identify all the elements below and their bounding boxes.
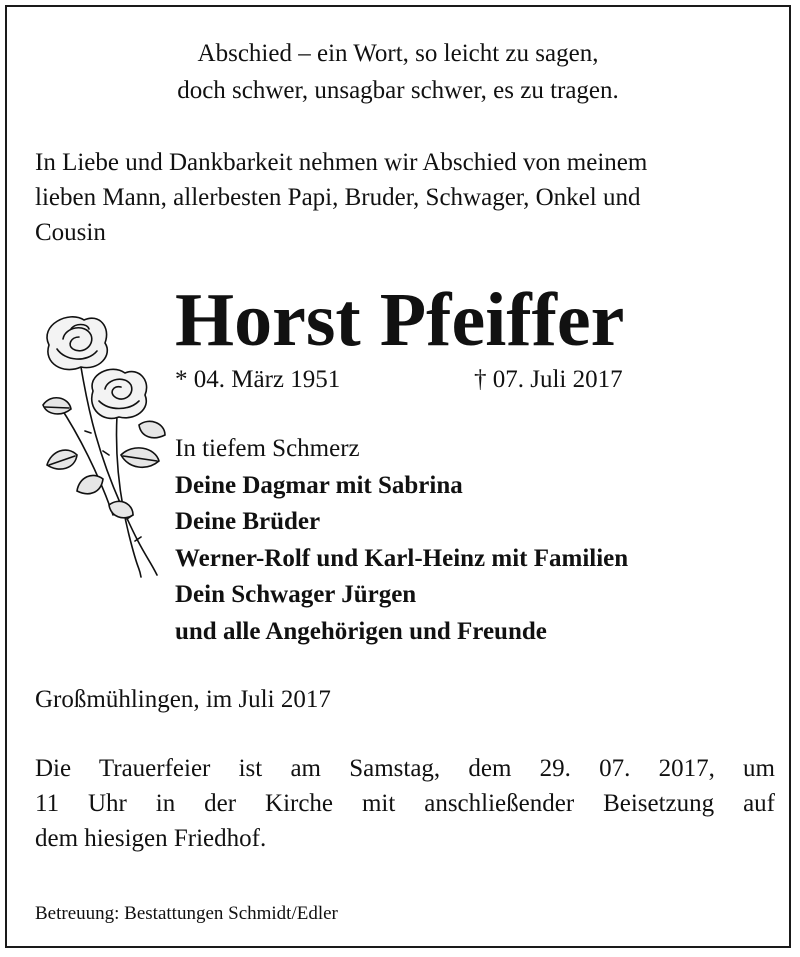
death-date: † 07. Juli 2017: [474, 366, 623, 393]
ceremony-line-1: Die Trauerfeier ist am Samstag, dem 29. 07. 2017, um: [35, 755, 775, 782]
rose-illustration-icon: [29, 305, 169, 585]
mourner-line: Deine Dagmar mit Sabrina: [175, 471, 463, 499]
mourners-intro: In tiefem Schmerz: [175, 435, 360, 462]
ceremony-info: [35, 751, 775, 856]
mourner-line: Werner-Rolf und Karl-Heinz mit Familien: [175, 544, 629, 572]
obituary-notice: [5, 5, 791, 948]
ceremony-line-2: 11 Uhr in der Kirche mit anschließender Beisetzung auf: [35, 790, 775, 817]
birth-date: * 04. März 1951: [175, 366, 341, 393]
mourners-list: [175, 431, 775, 650]
funeral-care-credit: Betreuung: Bestattungen Schmidt/Edler: [35, 903, 338, 924]
mourner-line: und alle Angehörigen und Freunde: [175, 617, 547, 645]
mourner-line: Dein Schwager Jürgen: [175, 581, 417, 608]
verse-line-1: Abschied – ein Wort, so leicht zu sagen,: [197, 40, 599, 67]
deceased-name: Horst Pfeiffer: [175, 278, 625, 362]
place-date: Großmühlingen, im Juli 2017: [35, 686, 331, 713]
verse-line-2: doch schwer, unsagbar schwer, es zu tragen.: [177, 77, 619, 104]
intro-line-2: lieben Mann, allerbesten Papi, Bruder, Schwager, Onkel und: [35, 184, 641, 211]
ceremony-line-3: dem hiesigen Friedhof.: [35, 825, 267, 852]
intro-line-1: In Liebe und Dankbarkeit nehmen wir Abschied von meinem: [35, 149, 648, 176]
intro-text: [35, 145, 775, 250]
intro-line-3: Cousin: [35, 219, 106, 246]
mourner-line: Deine Brüder: [175, 508, 321, 535]
verse: [7, 35, 789, 109]
